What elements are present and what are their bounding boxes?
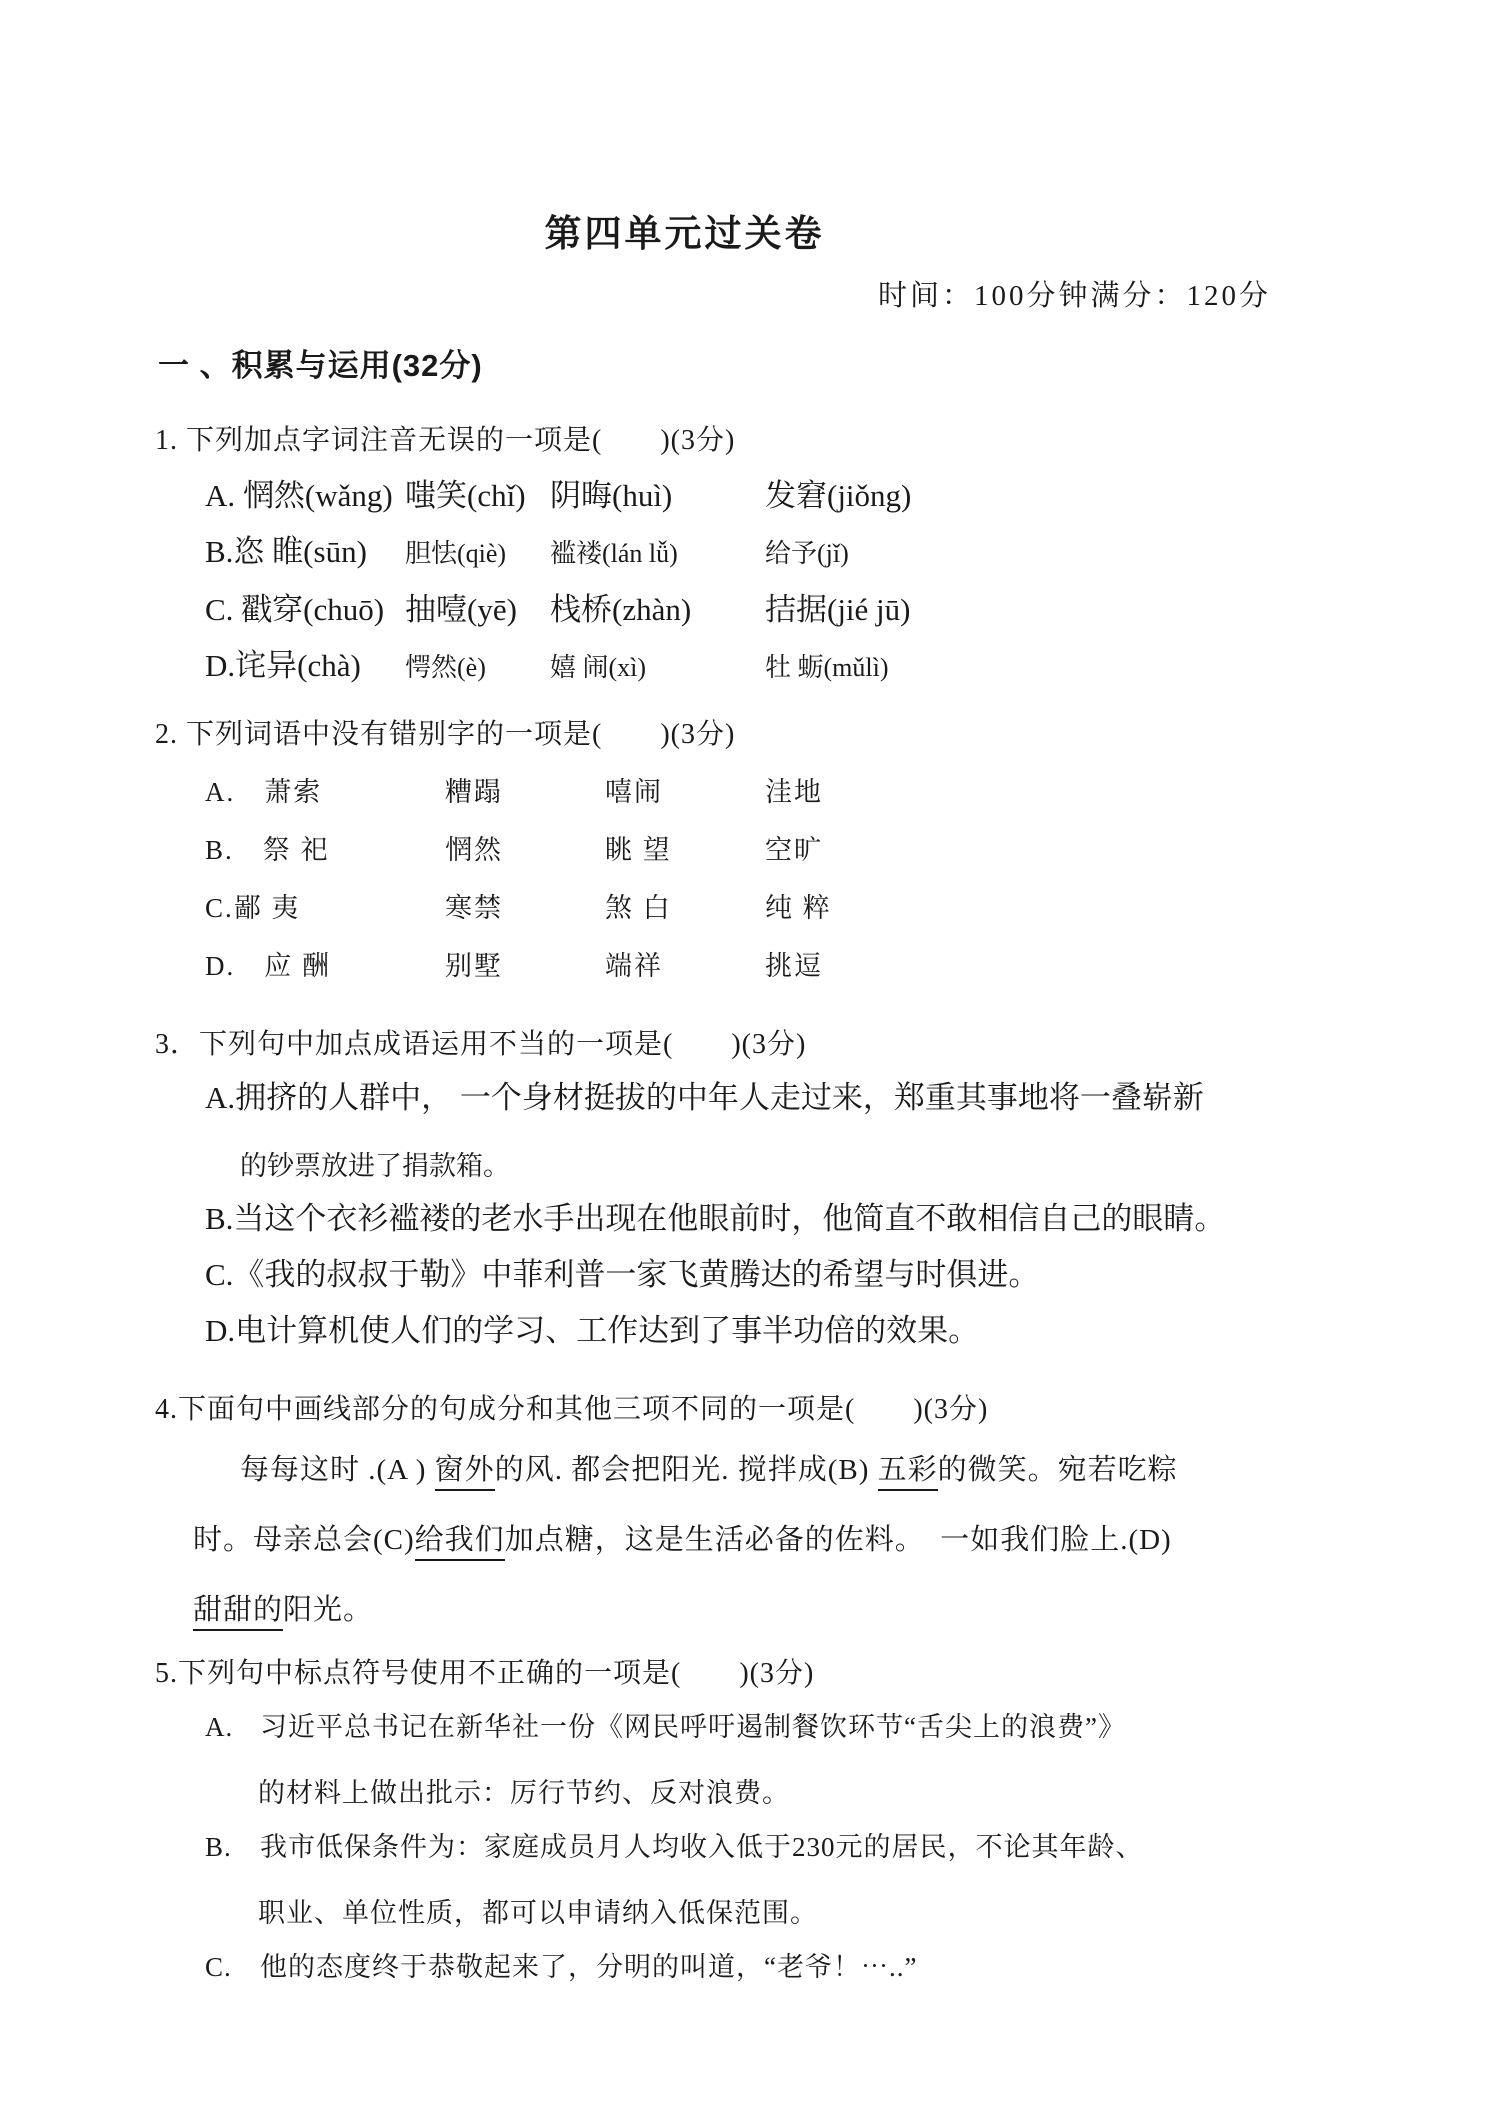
q5-option-a-text: 习近平总书记在新华社一份《网民呼吁遏制餐饮环节“舌尖上的浪费”》 [260, 1712, 1126, 1742]
q4-segment: 的微笑。宛若吃粽 [937, 1454, 1178, 1486]
option-label-word [205, 478, 405, 514]
option-label: B. [205, 835, 234, 865]
q4-underlined-b: 五彩 [878, 1454, 938, 1491]
option-label-word [205, 948, 445, 984]
option-label-word [205, 890, 445, 926]
q1-option-row-a [205, 478, 1493, 514]
page-title: 第四单元过关卷 [544, 214, 825, 255]
q4-sentence-line3 [193, 1591, 1493, 1629]
word-cell: 糟蹋 [445, 777, 503, 807]
option-label: C. [205, 592, 234, 627]
word-cell: 祭 祀 [262, 835, 330, 865]
word-cell: 寒禁 [445, 893, 503, 923]
word-cell: 拮据(jié jū) [765, 592, 911, 627]
q1-option-row-c [205, 592, 1493, 628]
q5-option-b-line2: 职业、单位性质，都可以申请纳入低保范围。 [258, 1898, 818, 1928]
word-cell: 戳穿(chuō) [241, 592, 385, 627]
q4-segment: 加点糖，这是生活必备的佐料。 一如我们脸上.(D) [504, 1524, 1172, 1556]
option-label: A. [205, 1712, 234, 1742]
word-cell: 胆怯(qiè) [405, 539, 507, 568]
exam-time-score: 时间：100分钟满分：120分 [878, 280, 1272, 312]
q5-option-c-text: 他的态度终于恭敬起来了，分明的叫道，“老爷！⋯..” [260, 1952, 918, 1982]
option-label-word [205, 774, 445, 810]
option-label: C. [205, 1952, 232, 1982]
q2-option-row-b [205, 832, 1493, 868]
q5-option-a-line1 [205, 1709, 1493, 1745]
q4-underlined-c: 给我们 [415, 1524, 505, 1561]
word-cell: 端祥 [605, 951, 663, 981]
q4-segment: 时。母亲总会(C) [193, 1524, 415, 1556]
option-label-word [205, 832, 445, 868]
word-cell: 别墅 [445, 951, 503, 981]
word-cell: 嗤笑(chǐ) [405, 478, 526, 513]
q2-option-row-d [205, 948, 1493, 984]
word-cell: 洼地 [765, 777, 823, 807]
word-cell: 栈桥(zhàn) [550, 592, 692, 627]
word-cell: 阴晦(huì) [550, 478, 673, 513]
question-2-stem: 2. 下列词语中没有错别字的一项是( )(3分) [155, 719, 736, 750]
q3-option-d: D.电计算机使人们的学习、工作达到了事半功倍的效果。 [205, 1313, 980, 1348]
word-cell: 萧索 [264, 777, 323, 807]
q4-segment: 阳光。 [283, 1594, 374, 1626]
option-label: D. [205, 648, 236, 683]
q2-option-row-c [205, 890, 1493, 926]
q3-option-c: C.《我的叔叔于勒》中菲利普一家飞黄腾达的希望与时俱进。 [205, 1257, 1040, 1292]
q1-option-row-b [205, 534, 1493, 572]
word-cell: 空旷 [765, 835, 823, 865]
question-4-stem: 4.下面句中画线部分的句成分和其他三项不同的一项是( )(3分) [155, 1394, 989, 1425]
word-cell: 眺 望 [605, 835, 672, 865]
word-cell: 惘然(wǎng) [242, 478, 393, 513]
section-heading: 一 、积累与运用(32分) [158, 348, 483, 383]
q3-option-b: B.当这个衣衫褴褛的老水手出现在他眼前时，他简直不敢相信自己的眼睛。 [205, 1201, 1226, 1236]
word-cell: 应 酬 [264, 951, 331, 981]
word-cell: 发窘(jiǒng) [765, 478, 912, 513]
word-cell: 惘然 [445, 835, 503, 865]
word-cell: 愕然(è) [405, 653, 486, 682]
option-label: B. [205, 1832, 232, 1862]
q1-option-row-d [205, 648, 1493, 686]
word-cell: 嘻闹 [605, 777, 663, 807]
q5-option-c-line [205, 1949, 1493, 1985]
q2-option-row-a [205, 774, 1493, 810]
q5-option-b-text: 我市低保条件为：家庭成员月人均收入低于230元的居民，不论其年龄、 [260, 1832, 1144, 1862]
word-cell: 挑逗 [765, 951, 823, 981]
q3-option-a-line1: A.拥挤的人群中， 一个身材挺拔的中年人走过来，郑重其事地将一叠崭新 [205, 1080, 1204, 1115]
word-cell: 鄙 夷 [233, 893, 301, 923]
word-cell: 牡 蛎(mǔlì) [765, 653, 889, 682]
option-label: A. [205, 478, 236, 513]
question-1-stem: 1. 下列加点字词注音无误的一项是( )(3分) [155, 425, 736, 456]
word-cell: 给予(jǐ) [765, 539, 849, 568]
q5-option-b-line1 [205, 1829, 1493, 1865]
option-label: B. [205, 534, 234, 569]
word-cell: 褴褛(lán lǚ) [550, 539, 678, 568]
option-label: C. [205, 893, 234, 923]
word-cell: 纯 粹 [765, 893, 832, 923]
word-cell: 煞 白 [605, 893, 672, 923]
option-label: D. [205, 951, 236, 981]
word-cell: 恣 睢(sūn) [233, 534, 367, 569]
q3-option-a-line2: 的钞票放进了捐款箱。 [240, 1151, 510, 1181]
q4-underlined-a: 窗外 [435, 1454, 495, 1491]
question-3-stem: 3．下列句中加点成语运用不当的一项是( )(3分) [155, 1029, 807, 1060]
word-cell: 诧异(chà) [235, 648, 361, 683]
option-label-word [205, 648, 405, 684]
q4-sentence-line1 [240, 1451, 1493, 1489]
word-cell: 抽噎(yē) [405, 592, 517, 627]
option-label-word [205, 592, 405, 628]
q4-segment: 每每这时 .(A ) [240, 1454, 435, 1486]
q4-underlined-d: 甜甜的 [193, 1594, 283, 1631]
q5-option-a-line2: 的材料上做出批示：厉行节约、反对浪费。 [258, 1778, 790, 1808]
option-label: A. [205, 777, 236, 807]
option-label-word [205, 534, 405, 570]
q4-segment: 的风. 都会把阳光. 搅拌成(B) [494, 1454, 878, 1486]
question-5-stem: 5.下列句中标点符号使用不正确的一项是( )(3分) [155, 1658, 815, 1689]
q4-sentence-line2 [193, 1521, 1493, 1559]
word-cell: 嬉 闹(xì) [550, 653, 647, 682]
